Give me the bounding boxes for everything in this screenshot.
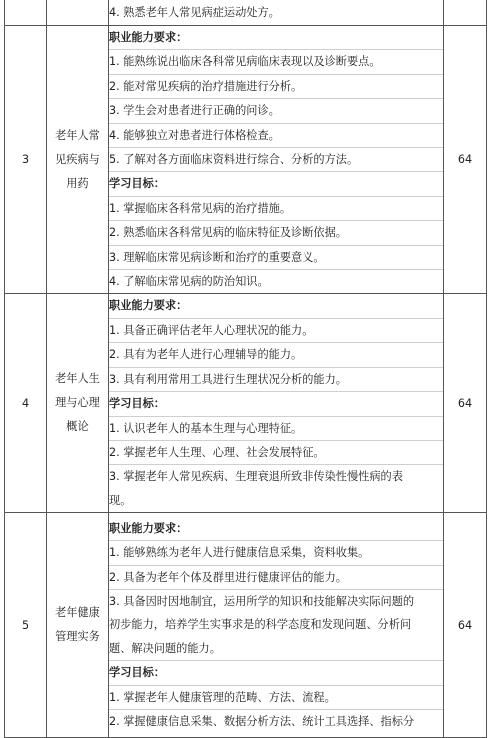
- hours-cell: 64: [444, 294, 487, 513]
- ability-item: 3. 具有利用常用工具进行生理状况分析的能力。: [109, 367, 443, 391]
- ability-item: 3. 具备因时因地制宜，运用所学的知识和技能解决实际问题的: [109, 589, 443, 613]
- content-cell: [109, 513, 444, 738]
- ability-item: 1. 能够熟练为老年人进行健康信息采集，资料收集。: [109, 540, 443, 564]
- row-number-cell: 3: [5, 26, 47, 294]
- course-name-cell: [47, 26, 109, 294]
- ability-item-continuation: 题、解决问题的能力。: [109, 641, 221, 655]
- learning-item: 3. 掌握老年人常见疾病、生理衰退所致非传染性慢性病的表: [109, 464, 443, 488]
- content-cell: [109, 0, 444, 26]
- content-cell: [109, 26, 444, 294]
- course-name-line: 用药: [66, 176, 89, 190]
- row-number-cell: [5, 0, 47, 26]
- table-row: [5, 0, 487, 26]
- ability-item: 5. 了解对各方面临床资料进行综合、分析的方法。: [109, 147, 443, 171]
- learning-heading: 学习目标：: [109, 660, 443, 684]
- learning-item: 1. 认识老年人的基本生理与心理特征。: [109, 416, 443, 440]
- learning-item: 1. 掌握老年人健康管理的范畴、方法、流程。: [109, 685, 443, 709]
- course-name-line: 见疾病与: [55, 152, 100, 166]
- course-name-cell: [47, 294, 109, 513]
- ability-item: 2. 能对常见疾病的治疗措施进行分析。: [109, 74, 443, 98]
- hours-cell: 64: [444, 26, 487, 294]
- learning-item: 3. 理解临床常见病诊断和治疗的重要意义。: [109, 245, 443, 269]
- ability-heading: 职业能力要求：: [109, 31, 188, 44]
- hours-cell: [444, 0, 487, 26]
- course-name-line: 老年人常: [55, 128, 100, 142]
- content-cell: [109, 294, 444, 513]
- hours-cell: 64: [444, 513, 487, 738]
- learning-item: 2. 掌握健康信息采集、数据分析方法、统计工具选择、指标分: [109, 709, 443, 733]
- learning-item: 1. 掌握临床各科常见病的治疗措施。: [109, 196, 443, 220]
- learning-heading: 学习目标：: [109, 391, 443, 415]
- learning-item: 2. 掌握老年人生理、心理、社会发展特征。: [109, 440, 443, 464]
- row-number-cell: 4: [5, 294, 47, 513]
- ability-heading: 职业能力要求：: [109, 521, 188, 535]
- ability-heading: 职业能力要求：: [109, 299, 188, 313]
- ability-item: 2. 具有为老年人进行心理辅导的能力。: [109, 342, 443, 366]
- course-name-line: 概论: [66, 420, 89, 434]
- learning-item-continuation: 现。: [109, 493, 132, 507]
- table-row: [5, 513, 487, 738]
- course-name-line: 理与心理: [55, 396, 100, 410]
- ability-item: 2. 具备为老年个体及群里进行健康评估的能力。: [109, 565, 443, 589]
- course-name-line: 老年人生: [55, 372, 100, 386]
- course-name-line: 管理实务: [55, 630, 100, 644]
- course-name-line: 老年健康: [55, 606, 100, 620]
- table-row: [5, 294, 487, 513]
- course-name-cell: [47, 0, 109, 26]
- row-number-cell: 5: [5, 513, 47, 738]
- content-line: 4. 熟悉老年人常见病症运动处方。: [109, 5, 280, 19]
- ability-item: 4. 能够独立对患者进行体格检查。: [109, 123, 443, 147]
- ability-item-continuation: 初步能力，培养学生实事求是的科学态度和发现问题、分析问: [109, 618, 412, 632]
- table-row: [5, 26, 487, 294]
- ability-item: 1. 具备正确评估老年人心理状况的能力。: [109, 318, 443, 342]
- learning-item: 4. 了解临床常见病的防治知识。: [109, 269, 443, 293]
- ability-item: 1. 能熟练说出临床各科常见病临床表现以及诊断要点。: [109, 49, 443, 73]
- learning-heading: 学习目标：: [109, 171, 443, 195]
- curriculum-table: [4, 0, 487, 738]
- ability-item: 3. 学生会对患者进行正确的问诊。: [109, 98, 443, 122]
- learning-item: 2. 熟悉临床各科常见病的临床特征及诊断依据。: [109, 220, 443, 244]
- course-name-cell: [47, 513, 109, 738]
